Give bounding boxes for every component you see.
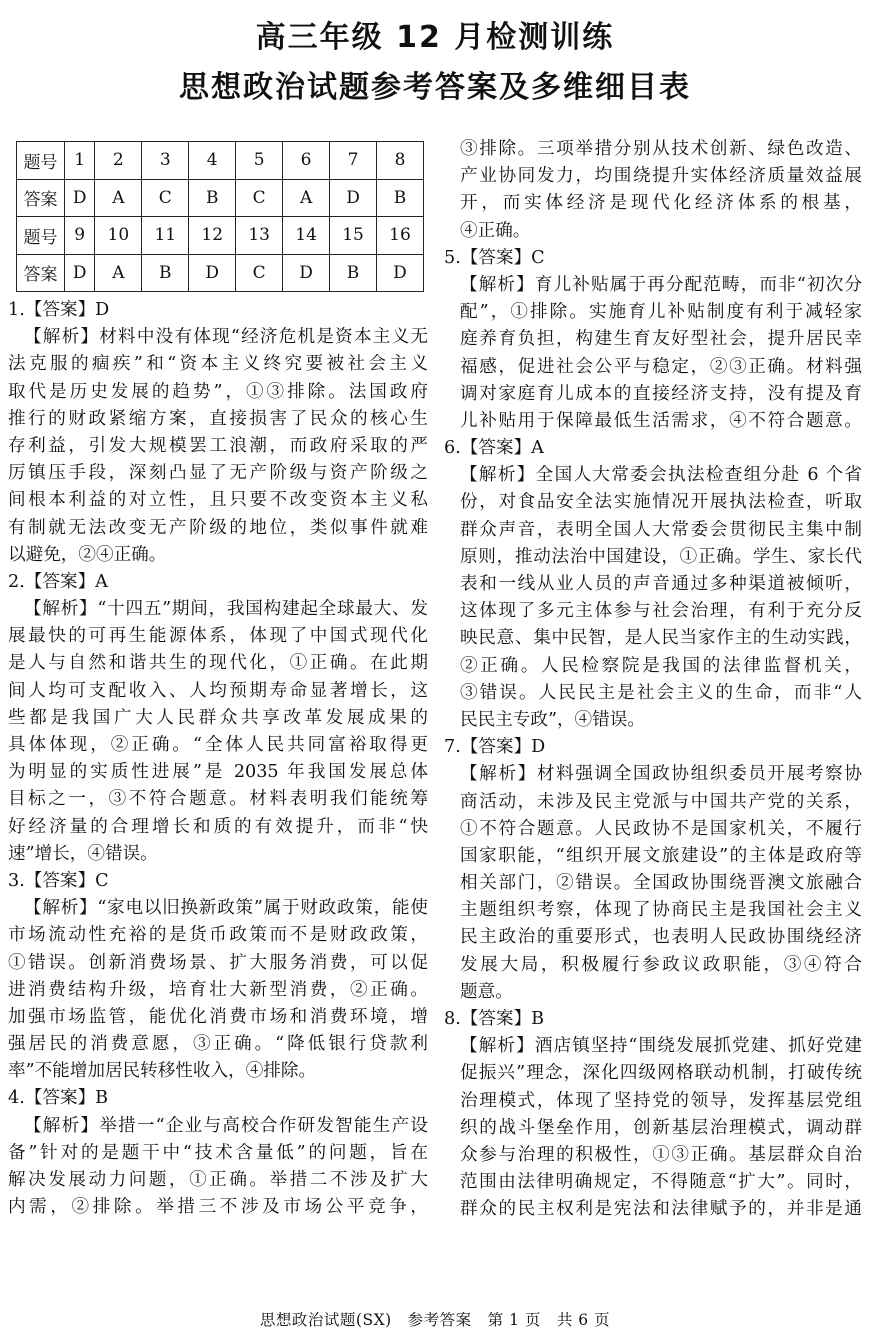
explanation-line: 有制就无法改变无产阶级的地位，类似事件就难 [8, 517, 428, 538]
explanation-line: 主题组织考察，体现了协商民主是我国社会主义 [460, 900, 862, 921]
explanation-line: 推行的财政紧缩方案，直接损害了民众的核心生 [8, 408, 428, 429]
answer-table-row-label: 题号 [17, 142, 65, 180]
explanation-line: 取代是历史发展的趋势”，①③排除。法国政府 [8, 381, 428, 402]
answer-heading: 2.【答案】A [8, 571, 108, 592]
answer-table-cell: 10 [95, 217, 142, 255]
answer-table-row [17, 254, 424, 292]
answer-table-cell: 3 [142, 142, 189, 180]
answer-heading: 1.【答案】D [8, 300, 110, 320]
answer-table-row [17, 142, 424, 180]
answer-table-cell: B [189, 179, 236, 217]
explanation-line: 为明显的实质性进展”是 2035 年我国发展总体 [8, 762, 428, 783]
explanation-line: 【解析】材料中没有体现“经济危机是资本主义无 [24, 327, 428, 348]
answer-table [16, 141, 424, 292]
explanation-line: 份，对食品安全法实施情况开展执法检查，听取 [460, 492, 862, 513]
answer-table-cell: 2 [95, 142, 142, 180]
explanation-line: ①不符合题意。人民政协不是国家机关，不履行 [460, 818, 862, 839]
left-column [8, 297, 428, 1221]
explanation-line: 庭养育负担，构建生育友好型社会，提升居民幸 [460, 329, 862, 350]
explanation-line: 原则，推动法治中国建设，①正确。学生、家长代 [460, 546, 862, 567]
answer-table-row-label: 答案 [17, 254, 65, 292]
explanation-line: 市场流动性充裕的是货币政策而不是财政政策， [8, 925, 428, 946]
explanation-line: 商活动，未涉及民主党派与中国共产党的关系， [460, 791, 862, 812]
answer-table-cell: B [376, 179, 423, 217]
explanation-line: 备”针对的是题干中“技术含量低”的问题，旨在 [8, 1142, 428, 1163]
answer-table-cell: C [142, 179, 189, 217]
explanation-line: 国家职能，“组织开展文旅建设”的主体是政府等 [460, 845, 862, 866]
answer-table-cell: D [376, 254, 423, 292]
answer-table-cell: D [65, 254, 95, 292]
explanation-line: 内需，②排除。举措三不涉及市场公平竞争， [8, 1197, 428, 1218]
explanation-line: 发展大局，积极履行参政议政职能，③④符合 [460, 954, 862, 975]
explanation-line: 些都是我国广大人民群众共享改革发展成果的 [8, 707, 428, 728]
answer-table-cell: 9 [65, 217, 95, 255]
explanation-line: ②正确。人民检察院是我国的法律监督机关， [460, 655, 862, 676]
explanation-line: 【解析】材料强调全国政协组织委员开展考察协 [460, 764, 862, 785]
answer-table-cell: 12 [189, 217, 236, 255]
answer-heading: 4.【答案】B [8, 1088, 109, 1109]
explanation-line: 【解析】“家电以旧换新政策”属于财政政策，能使 [24, 898, 428, 919]
answer-heading: 5.【答案】C [444, 247, 545, 268]
answer-table-cell: B [330, 254, 377, 292]
explanation-line: 开，而实体经济是现代化经济体系的根基， [460, 193, 862, 214]
explanation-line: 民主政治的重要形式，也表明人民政协围绕经济 [460, 927, 862, 948]
answer-table-row-label: 答案 [17, 179, 65, 217]
answer-table-row [17, 179, 424, 217]
explanation-line: 【解析】举措一“企业与高校合作研发智能生产设 [24, 1115, 428, 1136]
explanation-line: 范围由法律明确规定，不得随意“扩大”。同时， [460, 1172, 862, 1193]
answer-heading: 6.【答案】A [444, 438, 544, 459]
explanation-line: 解决发展动力问题，①正确。举措二不涉及扩大 [8, 1170, 428, 1190]
explanation-line: 进消费结构升级，培育壮大新型消费，②正确。 [8, 979, 428, 1000]
answer-table-cell: 6 [283, 142, 330, 180]
answer-table-cell: 16 [376, 217, 423, 255]
explanation-line: 强居民的消费意愿，③正确。“降低银行贷款利 [8, 1034, 428, 1055]
explanation-line: ①错误。创新消费场景、扩大服务消费，可以促 [8, 952, 428, 973]
answer-table-cell: 11 [142, 217, 189, 255]
explanation-line: 题意。 [460, 981, 513, 1002]
answer-table-cell: A [283, 179, 330, 217]
answer-table-cell: D [65, 179, 95, 217]
page-footer: 思想政治试题(SX) 参考答案 第 1 页 共 6 页 [259, 1311, 611, 1329]
answer-table-row-label: 题号 [17, 217, 65, 255]
answer-heading: 3.【答案】C [8, 870, 109, 891]
explanation-line: 【解析】酒店镇坚持“围绕发展抓党建、抓好党建 [460, 1036, 862, 1057]
explanation-line: 织的战斗堡垒作用，创新基层治理模式，调动群 [460, 1117, 862, 1138]
explanation-line: 群众声音，表明全国人大常委会贯彻民主集中制 [460, 519, 862, 540]
answer-table-cell: B [142, 254, 189, 292]
explanation-line: 间人均可支配收入、人均预期寿命显著增长，这 [8, 680, 428, 701]
answer-table-cell: 15 [330, 217, 377, 255]
explanation-line: 是人与自然和谐共生的现代化，①正确。在此期 [8, 653, 428, 674]
explanation-line: 相关部门，②错误。全国政协围绕晋澳文旅融合 [460, 873, 862, 894]
answer-heading: 7.【答案】D [444, 737, 546, 758]
explanation-line: ③错误。人民民主是社会主义的生命，而非“人 [460, 682, 862, 703]
explanation-line: ③排除。三项举措分别从技术创新、绿色改造、 [460, 139, 862, 159]
explanation-line: 群众的民主权利是宪法和法律赋予的，并非是通 [460, 1199, 862, 1220]
explanation-line: 众参与治理的积极性，①③正确。基层群众自治 [460, 1144, 862, 1165]
answer-heading: 8.【答案】B [444, 1009, 545, 1029]
explanation-line: 具体体现，②正确。“全体人民共同富裕取得更 [8, 735, 428, 755]
answer-table-cell: 14 [283, 217, 330, 255]
explanation-line: 存利益，引发大规模罢工浪潮，而政府采取的严 [8, 435, 428, 456]
explanation-line: 【解析】育儿补贴属于再分配范畴，而非“初次分 [460, 274, 862, 295]
explanation-line: 促振兴”理念，深化四级网格联动机制，打破传统 [460, 1063, 862, 1084]
explanation-line: 间根本利益的对立性，且只要不改变资本主义私 [8, 490, 428, 511]
explanation-line: 这体现了多元主体参与社会治理，有利于充分反 [460, 601, 862, 622]
answer-table-cell: D [283, 254, 330, 292]
explanation-line: ④正确。 [460, 220, 531, 241]
explanation-line: 映民意、集中民智，是人民当家作主的生动实践， [460, 628, 862, 649]
answer-table-cell: A [95, 254, 142, 292]
explanation-line: 以避免，②④正确。 [8, 544, 167, 565]
explanation-line: 民民主专政”，④错误。 [460, 709, 645, 730]
explanation-line: 调对家庭育儿成本的直接经济支持，没有提及育 [460, 383, 862, 404]
explanation-line: 治理模式，体现了坚持党的领导，发挥基层党组 [460, 1090, 862, 1111]
explanation-line: 福感，促进社会公平与稳定，②③正确。材料强 [460, 356, 862, 377]
answer-table-cell: 8 [376, 142, 423, 180]
answer-table-cell: 7 [330, 142, 377, 180]
explanation-line: 产业协同发力，均围绕提升实体经济质量效益展 [460, 166, 862, 187]
answer-table-cell: A [95, 179, 142, 217]
answer-table-cell: 1 [65, 142, 95, 180]
explanation-line: 配”，①排除。实施育儿补贴制度有利于减轻家 [460, 302, 862, 323]
explanation-line: 【解析】全国人大常委会执法检查组分赴 6 个省 [460, 465, 862, 486]
right-column [444, 136, 862, 1224]
explanation-line: 表和一线从业人员的声音通过多种渠道被倾听， [460, 574, 862, 594]
answer-table-cell: C [236, 179, 283, 217]
answer-table-cell: C [236, 254, 283, 292]
explanation-line: 【解析】“十四五”期间，我国构建起全球最大、发 [24, 599, 428, 620]
explanation-line: 率”不能增加居民转移性收入，④排除。 [8, 1061, 317, 1082]
page-title: 高三年级 12 月检测训练 [255, 20, 615, 55]
explanation-line: 速”增长，④错误。 [8, 843, 158, 864]
explanation-line: 儿补贴用于保障最低生活需求，④不符合题意。 [460, 410, 862, 431]
answer-table-cell: 4 [189, 142, 236, 180]
explanation-line: 加强市场监管，能优化消费市场和消费环境，增 [8, 1006, 428, 1027]
explanation-line: 厉镇压手段，深刻凸显了无产阶级与资产阶级之 [8, 463, 428, 484]
answer-table-cell: 13 [236, 217, 283, 255]
explanation-line: 法克服的痼疾”和“资本主义终究要被社会主义 [8, 354, 428, 375]
page-subtitle: 思想政治试题参考答案及多维细目表 [179, 70, 691, 105]
answer-table-cell: D [330, 179, 377, 217]
explanation-line: 目标之一，③不符合题意。材料表明我们能统筹 [8, 789, 428, 810]
answer-table-cell: D [189, 254, 236, 292]
explanation-line: 展最快的可再生能源体系，体现了中国式现代化 [8, 626, 428, 647]
answer-table-row [17, 217, 424, 255]
answer-table-cell: 5 [236, 142, 283, 180]
explanation-line: 好经济量的合理增长和质的有效提升，而非“快 [8, 816, 428, 837]
